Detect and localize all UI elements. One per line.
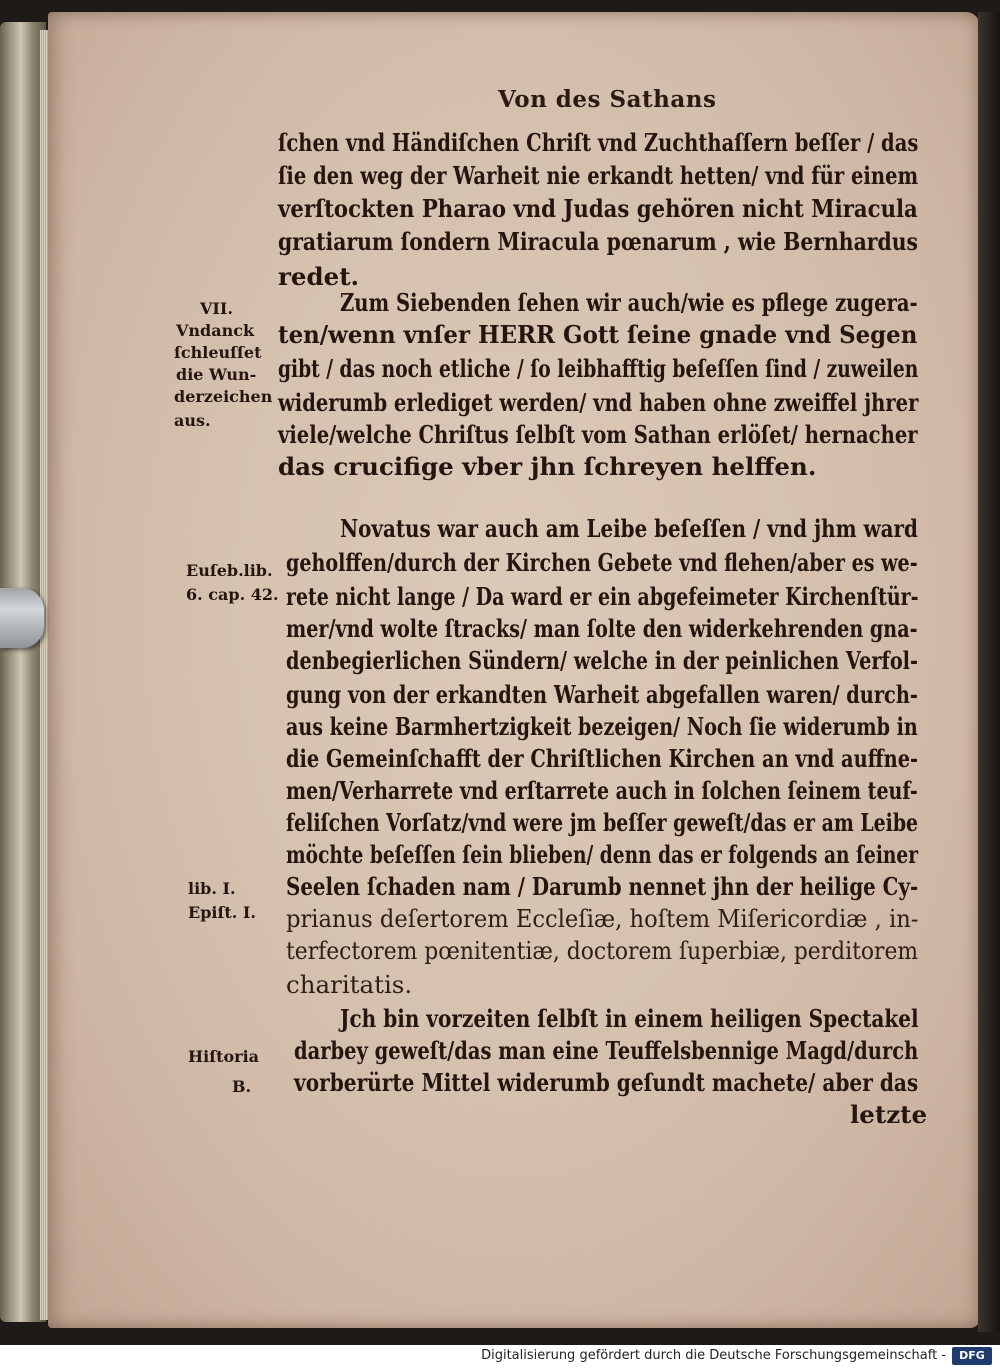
margin-note-line: ſchleuſſet: [174, 343, 262, 362]
margin-note-line: B.: [232, 1077, 252, 1096]
page-clip: [0, 588, 44, 648]
body-line: Jch bin vorzeiten ſelbſt in einem heiligen Spectakel: [340, 1004, 919, 1033]
right-scan-edge: [978, 12, 1000, 1332]
body-line: gibt / das noch etliche / ſo leibhafftig beſeſſen ſind / zuweilen: [278, 354, 919, 383]
body-line: gratiarum ſondern Miracula pœnarum , wie Bernhardus: [278, 227, 918, 256]
digitization-footer: [0, 1345, 1000, 1368]
margin-note-line: Epiſt. I.: [188, 903, 256, 922]
body-line: denbegierlichen Sündern/ welche in der peinlichen Verfol-: [286, 646, 919, 675]
margin-note-line: die Wun-: [176, 365, 257, 384]
body-line: ten/wenn vnſer HERR Gott ſeine gnade vnd Segen: [278, 320, 918, 349]
margin-note-line: 6. cap. 42.: [186, 585, 279, 604]
margin-note-line: derzeichen: [174, 387, 273, 406]
body-line: gung von der erkandten Warheit abgefallen waren/ durch-: [286, 680, 918, 709]
body-line: men/Verharrete vnd erſtarrete auch in ſolchen ſeinem teuf-: [286, 776, 918, 805]
body-line: vorberürte Mittel widerumb geſundt machete/ aber das: [294, 1068, 919, 1097]
body-line: redet.: [278, 262, 360, 291]
margin-note-line: VII.: [200, 299, 233, 318]
dfg-logo: DFG: [952, 1347, 992, 1365]
body-line: mer/vnd wolte ſtracks/ man ſolte den widerkehrenden gna-: [286, 614, 918, 643]
body-line: widerumb erlediget werden/ vnd haben ohne zweiffel jhrer: [278, 388, 919, 417]
body-line: geholffen/durch der Kirchen Gebete vnd flehen/aber es we-: [286, 548, 918, 577]
body-line: charitatis.: [286, 970, 413, 999]
body-line: viele/welche Chriſtus ſelbſt vom Sathan erlöſet/ hernacher: [278, 420, 918, 449]
body-line: terfectorem pœnitentiæ, doctorem ſuperbiæ, perditorem: [286, 936, 919, 965]
body-line: rete nicht lange / Da ward er ein abgefeimeter Kirchenſtür-: [286, 582, 919, 611]
margin-note-line: Vndanck: [176, 321, 255, 340]
running-head: Von des Sathans: [498, 86, 717, 113]
body-line: ſie den weg der Warheit nie erkandt hetten/ vnd für einem: [278, 161, 919, 190]
body-line: möchte beſeſſen ſein blieben/ denn das er folgends an ſeiner: [286, 840, 919, 869]
body-line: das crucifige vber jhn ſchreyen helffen.: [278, 452, 817, 481]
margin-note-line: Hiſtoria: [188, 1047, 260, 1066]
body-line: darbey geweſt/das man eine Teuffelsbennige Magd/durch: [294, 1036, 919, 1065]
body-line: feliſchen Vorſatz/vnd were jm beſſer geweſt/das er am Leibe: [286, 808, 919, 837]
body-line: Novatus war auch am Leibe beſeſſen / vnd jhm ward: [340, 514, 918, 543]
catchword: letzte: [850, 1100, 928, 1129]
body-line: prianus deſertorem Eccleſiæ, hoſtem Miſericordiæ , in-: [286, 904, 919, 933]
body-line: ſchen vnd Händiſchen Chriſt vnd Zuchthaſſern beſſer / das: [278, 128, 919, 157]
margin-note-line: lib. I.: [188, 879, 236, 898]
body-line: verſtockten Pharao vnd Judas gehören nicht Miracula: [278, 194, 918, 223]
footer-credit-text: Digitalisierung gefördert durch die Deutsche Forschungsgemeinschaft -: [481, 1348, 946, 1363]
body-line: Zum Siebenden ſehen wir auch/wie es pflege zugera-: [340, 288, 918, 317]
margin-note-line: aus.: [174, 411, 211, 430]
margin-note-line: Euſeb.lib.: [186, 561, 273, 580]
body-line: Seelen ſchaden nam / Darumb nennet jhn der heilige Cy-: [286, 872, 919, 901]
body-line: die Gemeinſchafft der Chriſtlichen Kirchen an vnd auffne-: [286, 744, 919, 773]
body-line: aus keine Barmhertzigkeit bezeigen/ Noch ſie widerumb in: [286, 712, 918, 741]
